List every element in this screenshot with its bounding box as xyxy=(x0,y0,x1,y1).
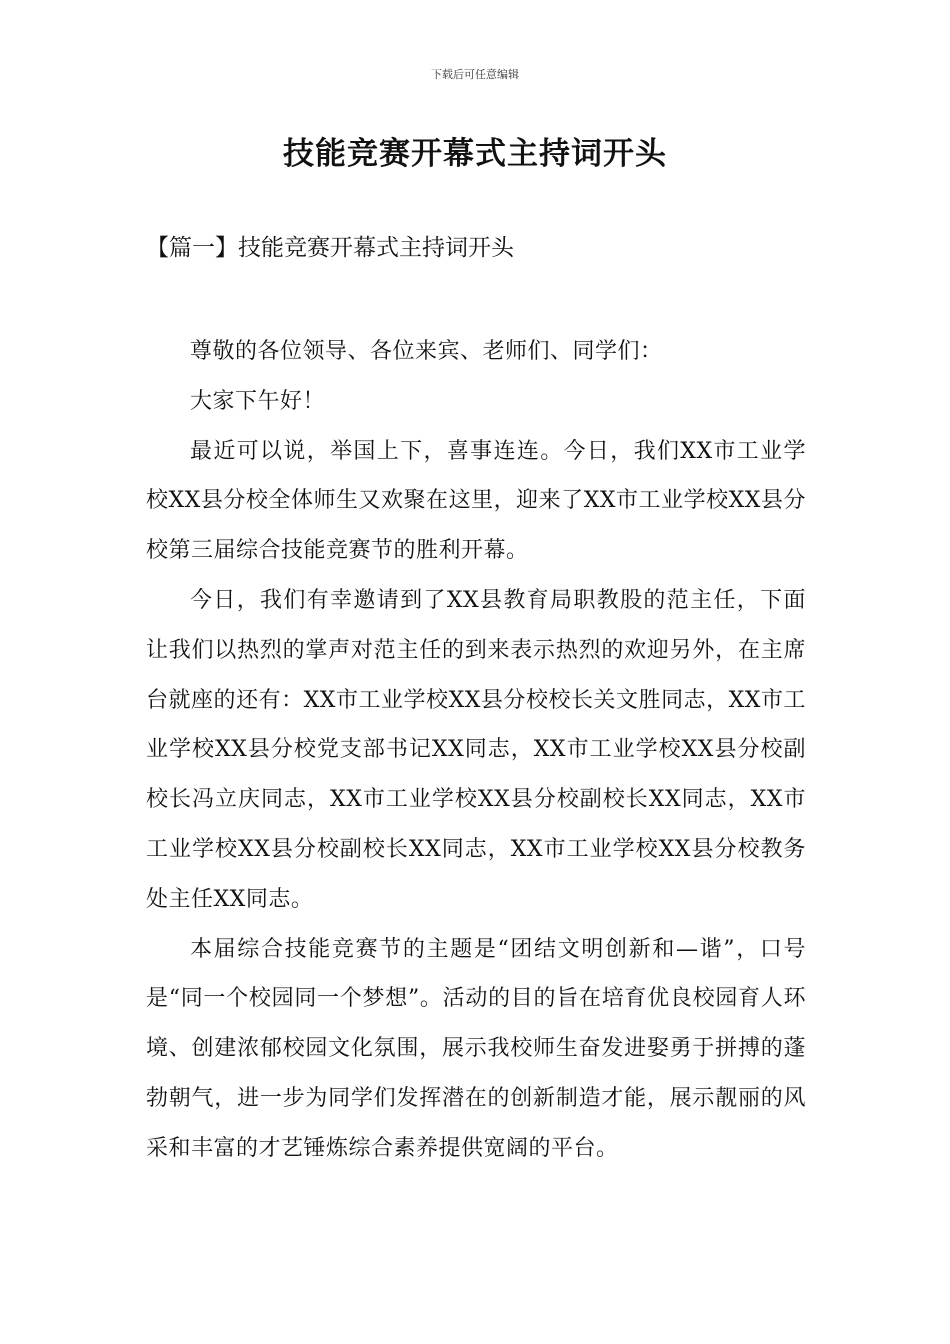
guests-paragraph: 今日，我们有幸邀请到了XX县教育局职教股的范主任，下面让我们以热烈的掌声对范主任的到来表示热烈的欢迎另外，在主席台就座的还有：XX市工业学校XX县分校校长关文胜同志，XX市工业学校XX县分校党支部书记XX同志，XX市工业学校XX县分校副校长冯立庆同志，XX市工业学校XX县分校副校长XX同志，XX市工业学校XX县分校副校长XX同志，XX市工业学校XX县分校教务处主任XX同志。 xyxy=(146,587,806,912)
greeting-paragraph: 尊敬的各位领导、各位来宾、老师们、同学们： xyxy=(190,339,663,364)
salutation-paragraph: 大家下午好！ xyxy=(190,388,326,414)
theme-paragraph: 本届综合技能竞赛节的主题是“团结文明创新和—谐”，口号是“同一个校园同一个梦想”。活动的目的旨在培育优良校园育人环境、创建浓郁校园文化氛围，展示我校师生奋发进娶勇于拼搏的蓬勃朝气，进一步为同学们发挥潜在的创新制造才能，展示靓丽的风采和丰富的才艺锤炼综合素养提供宽阔的平台。 xyxy=(146,936,806,1161)
section-heading: 【篇一】技能竞赛开幕式主持词开头 xyxy=(146,235,514,261)
document-title: 技能竞赛开幕式主持词开头 xyxy=(283,136,667,172)
header-note: 下载后可任意编辑 xyxy=(431,68,519,81)
document-body xyxy=(146,327,806,1174)
opening-paragraph: 最近可以说，举国上下，喜事连连。今日，我们XX市工业学校XX县分校全体师生又欢聚在这里，迎来了XX市工业学校XX县分校第三届综合技能竞赛节的胜利开幕。 xyxy=(146,438,806,564)
